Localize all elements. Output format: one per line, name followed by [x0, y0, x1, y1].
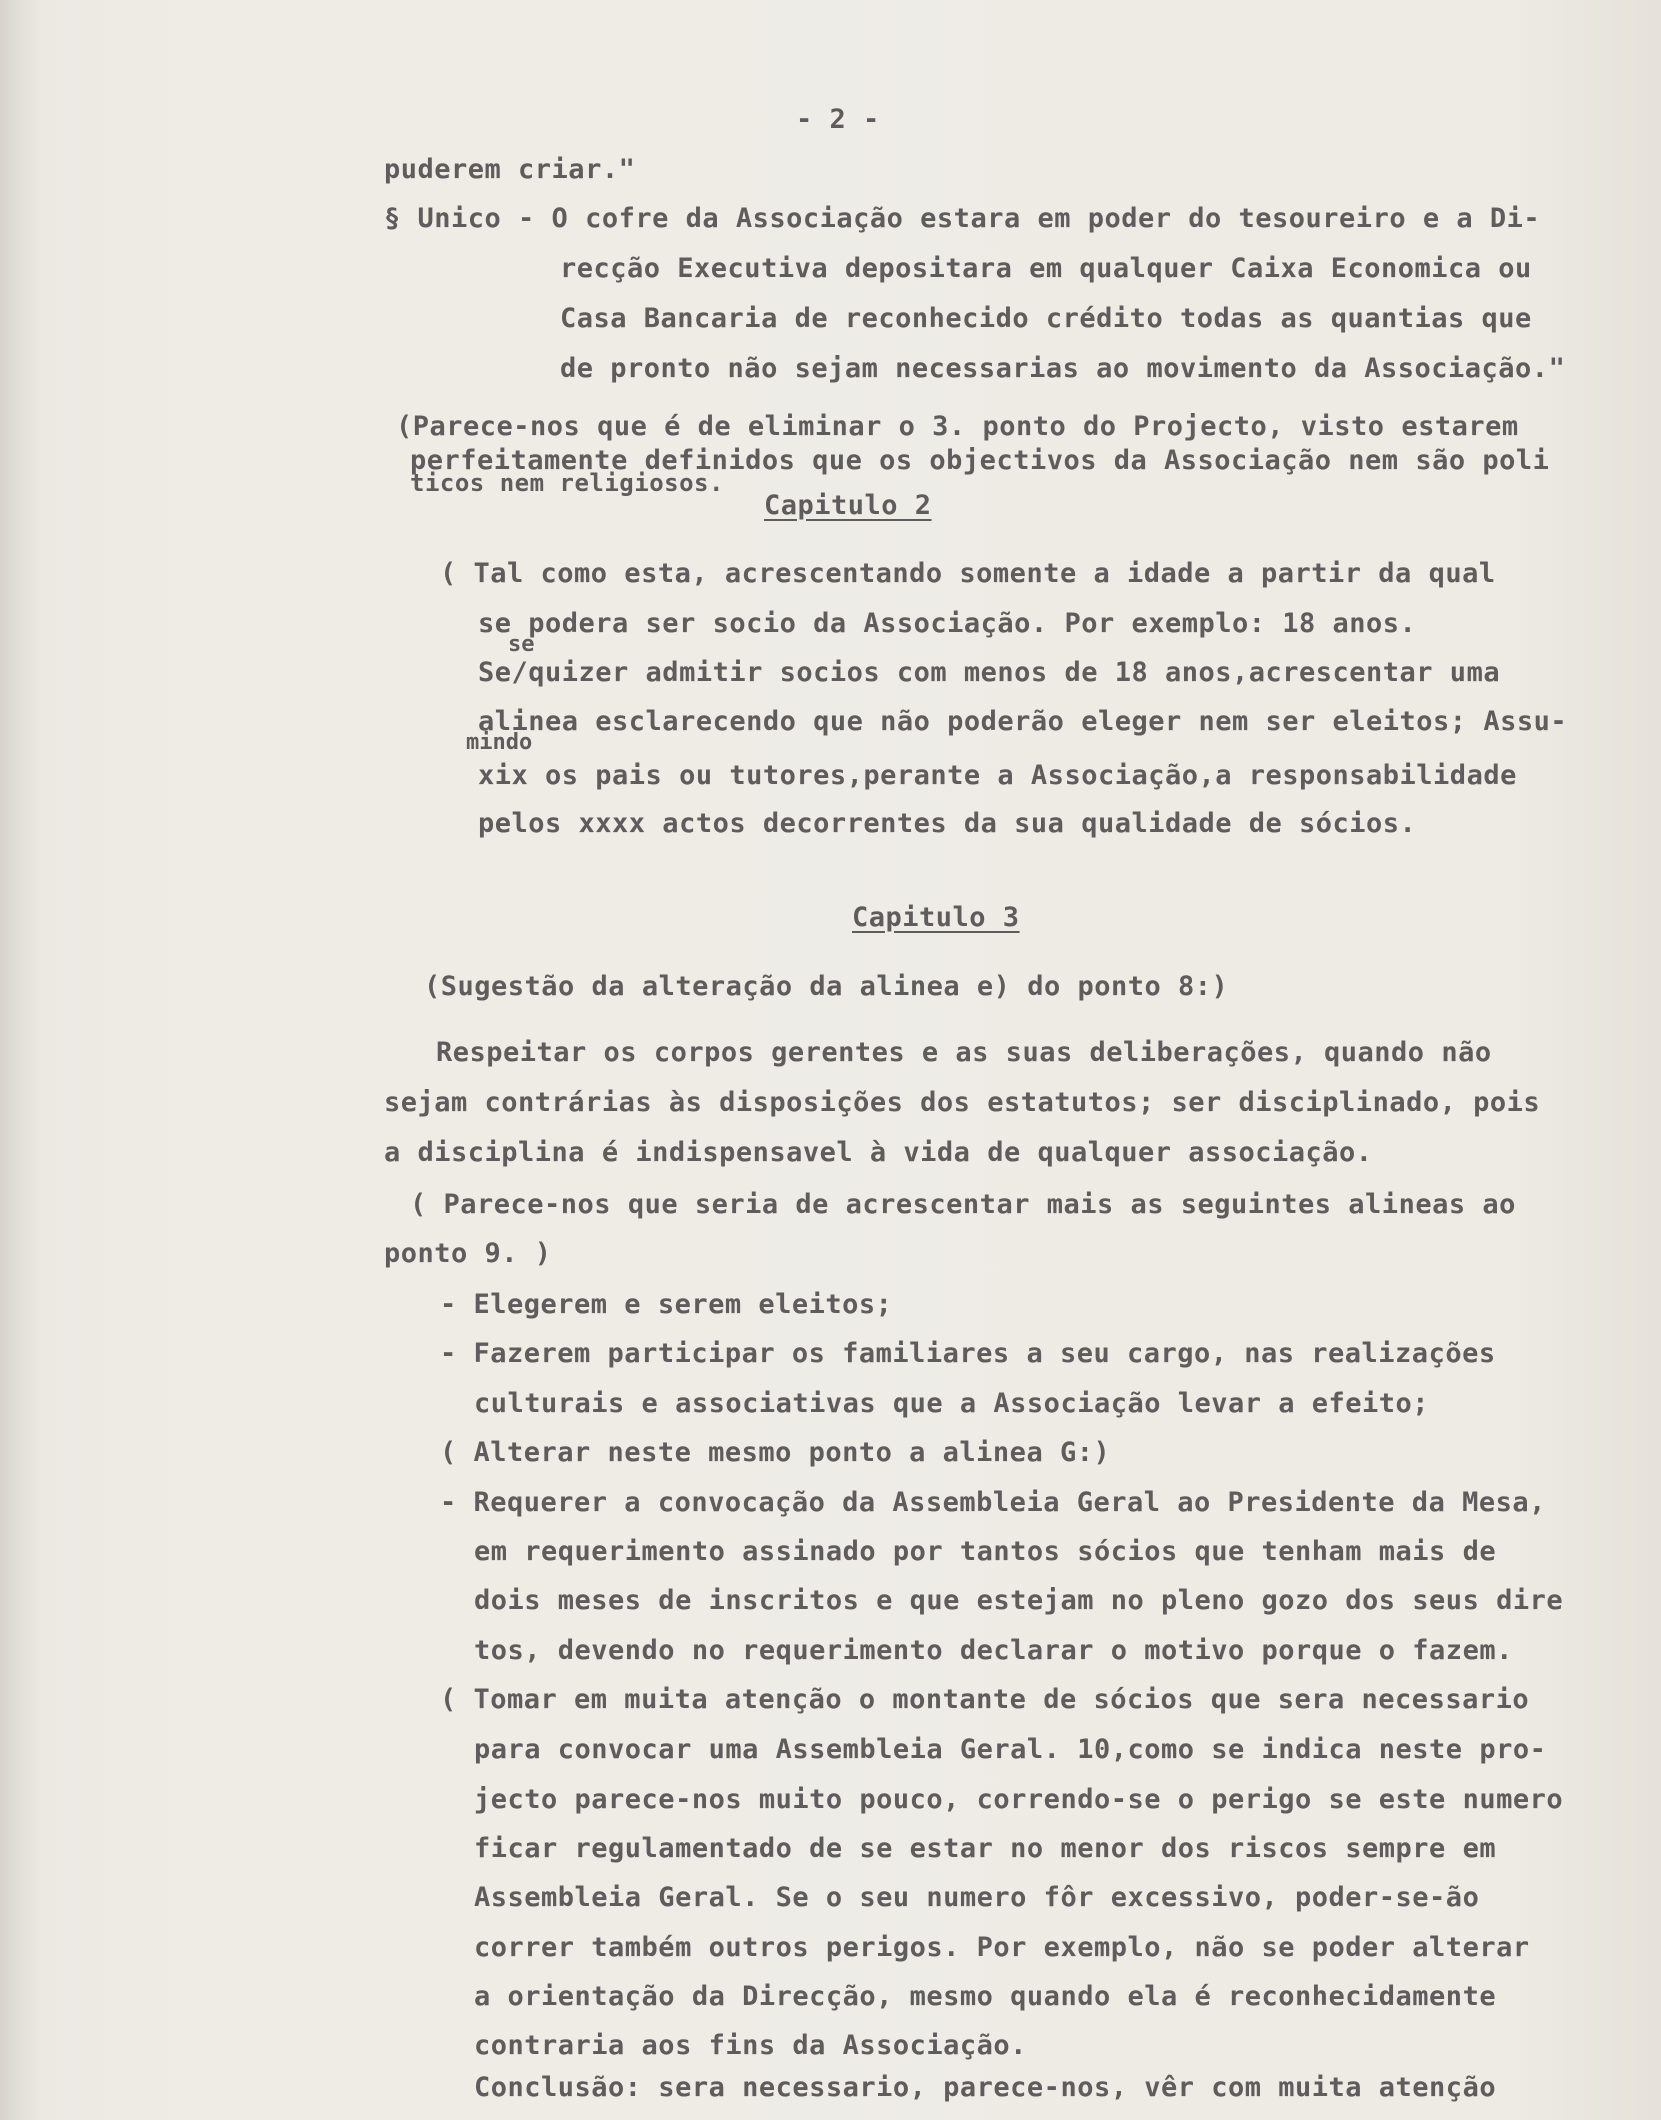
text-line: recção Executiva depositara em qualquer Caixa Economica ou — [560, 253, 1532, 284]
text-line: de pronto não sejam necessarias ao movimento da Associação." — [560, 353, 1566, 384]
text-line: - Requerer a convocação da Assembleia Geral ao Presidente da Mesa, — [440, 1487, 1546, 1518]
text-line: ( Tal como esta, acrescentando somente a idade a partir da qual — [440, 558, 1496, 589]
text-line: ( Parece-nos que seria de acrescentar mais as seguintes alineas ao — [410, 1189, 1516, 1220]
text-line: § Unico - O cofre da Associação estara em poder do tesoureiro e a Di- — [384, 203, 1541, 234]
page-number: - 2 - — [796, 104, 880, 135]
text-line: - Elegerem e serem eleitos; — [440, 1289, 893, 1320]
text-line: alinea esclarecendo que não poderão eleger nem ser eleitos; Assu- — [478, 706, 1568, 737]
text-line: perfeitamente definidos que os objectivos da Associação nem são poli — [410, 445, 1550, 476]
text-line: Casa Bancaria de reconhecido crédito todas as quantias que — [560, 303, 1532, 334]
text-line: puderem criar." — [384, 154, 636, 185]
text-line: correr também outros perigos. Por exemplo, não se poder alterar — [474, 1932, 1530, 1963]
text-line: a orientação da Direcção, mesmo quando ela é reconhecidamente — [474, 1981, 1497, 2012]
text-line: Assembleia Geral. Se o seu numero fôr excessivo, poder-se-ão — [474, 1882, 1480, 1913]
text-line: jecto parece-nos muito pouco, correndo-se o perigo se este numero — [474, 1784, 1564, 1815]
text-line: se podera ser socio da Associação. Por exemplo: 18 anos. — [478, 608, 1417, 639]
text-line: tos, devendo no requerimento declarar o motivo porque o fazem. — [474, 1635, 1513, 1666]
text-line: ( Tomar em muita atenção o montante de sócios que sera necessario — [440, 1684, 1530, 1715]
text-line: Conclusão: sera necessario, parece-nos, vêr com muita atenção — [474, 2072, 1497, 2103]
interlinear-insertion: mindo — [466, 730, 533, 755]
chapter-heading: Capitulo 3 — [852, 902, 1020, 933]
text-line: (Sugestão da alteração da alinea e) do ponto 8:) — [424, 971, 1229, 1002]
text-line: ( Alterar neste mesmo ponto a alinea G:) — [440, 1437, 1111, 1468]
text-line: ponto 9. ) — [384, 1238, 552, 1269]
text-line: (Parece-nos que é de eliminar o 3. ponto do Projecto, visto estarem — [396, 411, 1519, 442]
text-line: contraria aos fins da Associação. — [474, 2030, 1027, 2061]
text-line: ficar regulamentado de se estar no menor dos riscos sempre em — [474, 1833, 1497, 1864]
text-line: Se/quizer admitir socios com menos de 18 anos,acrescentar uma — [478, 657, 1501, 688]
text-line: a disciplina é indispensavel à vida de qualquer associação. — [384, 1137, 1373, 1168]
interlinear-insertion: se — [508, 632, 535, 657]
text-line: pelos xxxx actos decorrentes da sua qualidade de sócios. — [478, 808, 1417, 839]
text-line: - Fazerem participar os familiares a seu cargo, nas realizações — [440, 1338, 1496, 1369]
text-line: culturais e associativas que a Associação levar a efeito; — [474, 1388, 1430, 1419]
text-line: sejam contrárias às disposições dos estatutos; ser disciplinado, pois — [384, 1087, 1541, 1118]
chapter-heading: Capitulo 2 — [764, 490, 932, 521]
text-line: xix os pais ou tutores,perante a Associação,a responsabilidade — [478, 760, 1517, 791]
text-line: dois meses de inscritos e que estejam no pleno gozo dos seus dire — [474, 1585, 1564, 1616]
text-line: em requerimento assinado por tantos sócios que tenham mais de — [474, 1536, 1497, 1567]
text-line: Respeitar os corpos gerentes e as suas deliberações, quando não — [436, 1037, 1492, 1068]
text-line: ticos nem religiosos. — [410, 469, 724, 497]
text-line: para convocar uma Assembleia Geral. 10,como se indica neste pro- — [474, 1734, 1547, 1765]
